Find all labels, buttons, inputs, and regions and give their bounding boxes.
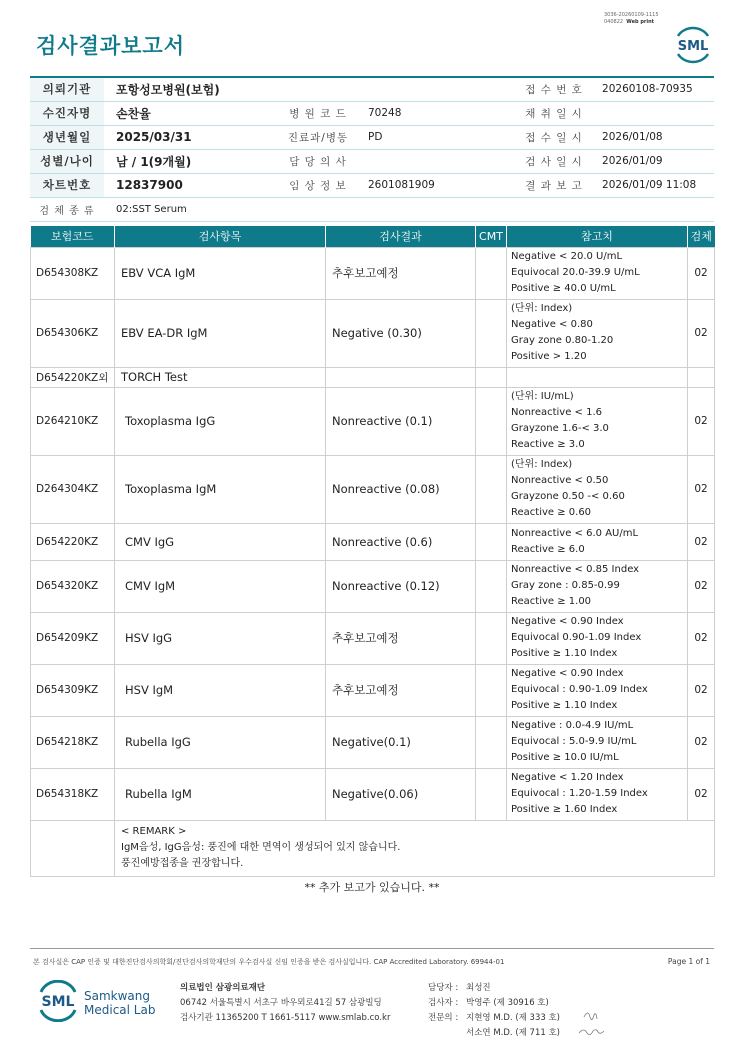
reference-line: Equivocal 0.90-1.09 Index (511, 632, 642, 643)
reference-line: Equivocal : 5.0-9.9 IU/mL (511, 736, 637, 747)
test-item-cell: HSV IgG (115, 612, 326, 664)
results-body (31, 247, 715, 876)
requester-label: 의뢰기관 (30, 77, 104, 101)
reference-line: Gray zone : 0.85-0.99 (511, 580, 620, 591)
reference-line: Positive ≥ 1.60 Index (511, 804, 618, 815)
hospital-code-value: 70248 (356, 101, 518, 125)
chart-label: 차트번호 (30, 173, 104, 197)
brand-line2: Medical Lab (84, 1003, 156, 1017)
result-row (31, 716, 715, 768)
result-cell: 추후보고예정 (326, 664, 476, 716)
remark-row (31, 820, 715, 876)
staff-info (428, 981, 560, 1041)
result-cell: Nonreactive (0.12) (326, 560, 476, 612)
reference-line: Reactive ≥ 3.0 (511, 439, 585, 450)
test-date-value: 2026/01/09 (590, 149, 714, 173)
result-row (31, 612, 715, 664)
reference-line: Nonreactive < 1.6 (511, 407, 603, 418)
specimen-cell: 02 (688, 523, 715, 560)
reference-line: Nonreactive < 6.0 AU/mL (511, 527, 639, 539)
result-row (31, 768, 715, 820)
birth-label: 생년월일 (30, 125, 104, 149)
staff-row (428, 1026, 560, 1041)
specimen-cell: 02 (688, 716, 715, 768)
org-name: 의료법인 삼광의료재단 (180, 983, 266, 993)
staff-role: 담당자 : (428, 983, 459, 993)
cmt-cell (476, 716, 507, 768)
test-item-cell: EBV EA-DR IgM (115, 299, 326, 367)
specimen-cell: 02 (688, 247, 715, 299)
reference-cell (507, 664, 688, 716)
reference-line: Negative : 0.0-4.9 IU/mL (511, 720, 634, 731)
org-contact: 검사기관 11365200 T 1661-5117 www.smlab.co.kr (180, 1013, 391, 1023)
col-cmt-header: CMT (476, 226, 507, 247)
remark-line: < REMARK > (121, 826, 187, 837)
reference-line: Positive ≥ 1.10 Index (511, 648, 618, 659)
info-row (30, 173, 714, 197)
specimen-cell: 02 (688, 560, 715, 612)
test-item-cell: HSV IgM (115, 664, 326, 716)
info-row (30, 197, 714, 221)
result-row (31, 387, 715, 455)
report-label: 결 과 보 고 (518, 173, 590, 197)
specimen-cell: 02 (688, 299, 715, 367)
info-row (30, 77, 714, 101)
reference-line: Reactive ≥ 6.0 (511, 543, 585, 555)
result-row (31, 664, 715, 716)
reference-line: Negative < 0.90 Index (511, 616, 624, 627)
test-date-label: 검 사 일 시 (518, 149, 590, 173)
code-cell: D264210KZ (31, 387, 115, 455)
cmt-cell (476, 367, 507, 387)
reference-line: Gray zone 0.80-1.20 (511, 335, 614, 346)
name-value: 손찬율 (104, 101, 280, 125)
cmt-cell (476, 523, 507, 560)
dept-value: PD (356, 125, 518, 149)
dept-label: 진료과/병동 (280, 125, 356, 149)
chart-value: 12837900 (104, 173, 280, 197)
result-cell: Negative (0.30) (326, 299, 476, 367)
cmt-cell (476, 299, 507, 367)
reference-line: Equivocal : 1.20-1.59 Index (511, 788, 648, 799)
result-cell: Negative(0.1) (326, 716, 476, 768)
remark-line: IgM음성, IgG음성: 풍진에 대한 면역이 생성되어 있지 않습니다. (121, 842, 401, 853)
results-table (30, 226, 715, 877)
requester-value: 포항성모병원(보험) (104, 77, 518, 101)
test-item-cell: CMV IgM (115, 560, 326, 612)
staff-row (428, 996, 560, 1011)
staff-name: 최성진 (466, 983, 491, 993)
reference-cell (507, 523, 688, 560)
info-row (30, 149, 714, 173)
footer-logo-text: SML (41, 994, 75, 1010)
test-item-cell: Toxoplasma IgM (115, 455, 326, 523)
logo-arc-bottom (678, 54, 708, 62)
page-title: 검사결과보고서 (36, 34, 186, 58)
reference-cell (507, 247, 688, 299)
result-row (31, 299, 715, 367)
receipt-date-value: 2026/01/08 (590, 125, 714, 149)
code-cell: D654318KZ (31, 768, 115, 820)
footer-sml-logo (36, 980, 80, 1022)
col-result-header: 검사결과 (326, 226, 476, 247)
test-item-cell: TORCH Test (115, 367, 326, 387)
footer-divider (30, 948, 714, 949)
reference-line: Nonreactive < 0.50 (511, 475, 609, 486)
staff-name: 서소연 M.D. (제 711 호) (466, 1028, 561, 1038)
reference-cell (507, 560, 688, 612)
additional-report-notice: ** 추가 보고가 있습니다. ** (304, 881, 440, 894)
cmt-cell (476, 247, 507, 299)
footer-logo-arc-bottom (41, 1010, 75, 1021)
staff-name: 박영주 (제 30916 호) (466, 998, 549, 1008)
brand-line1: Samkwang (84, 989, 150, 1003)
col-item-header: 검사항목 (115, 226, 326, 247)
sex-age-value: 남 / 1(9개월) (104, 149, 280, 173)
col-code-header: 보험코드 (31, 226, 115, 247)
staff-name: 지현영 M.D. (제 333 호) (466, 1013, 561, 1023)
receipt-no-label: 접 수 번 호 (518, 77, 590, 101)
code-cell: D654309KZ (31, 664, 115, 716)
code-cell: D654306KZ (31, 299, 115, 367)
result-cell: 추후보고예정 (326, 612, 476, 664)
result-row (31, 455, 715, 523)
staff-row (428, 1011, 560, 1026)
reference-line: Equivocal : 0.90-1.09 Index (511, 684, 648, 695)
info-row (30, 101, 714, 125)
cmt-cell (476, 560, 507, 612)
footer-logo-arc-top (41, 981, 75, 992)
reference-line: Positive ≥ 1.10 Index (511, 700, 618, 711)
col-ref-header: 참고치 (507, 226, 688, 247)
report-value: 2026/01/09 11:08 (590, 173, 714, 197)
cmt-cell (476, 612, 507, 664)
remark-blank-cell (31, 820, 115, 876)
clinical-label: 임 상 정 보 (280, 173, 356, 197)
result-row (31, 523, 715, 560)
test-item-cell: Rubella IgM (115, 768, 326, 820)
reference-line: Reactive ≥ 1.00 (511, 596, 592, 607)
reference-line: (단위: Index) (511, 303, 573, 314)
test-item-cell: Toxoplasma IgG (115, 387, 326, 455)
staff-role: 검사자 : (428, 998, 459, 1008)
cmt-cell (476, 768, 507, 820)
reference-line: Negative < 0.90 Index (511, 668, 624, 679)
reference-line: (단위: Index) (511, 459, 573, 470)
birth-value: 2025/03/31 (104, 125, 280, 149)
footer-brand (84, 989, 155, 1017)
patient-info-table (30, 76, 714, 222)
signature-stroke-2 (579, 1030, 604, 1035)
result-cell: Nonreactive (0.1) (326, 387, 476, 455)
reference-cell (507, 612, 688, 664)
reference-line: Reactive ≥ 0.60 (511, 507, 592, 518)
doctor-label: 담 당 의 사 (280, 149, 356, 173)
receipt-date-label: 접 수 일 시 (518, 125, 590, 149)
ref-code-line1: 3036-20260109-1115 (604, 12, 659, 18)
sample-value: 02:SST Serum (104, 197, 714, 221)
reference-line: (단위: IU/mL) (511, 391, 574, 402)
name-label: 수진자명 (30, 101, 104, 125)
remark-line: 풍진예방접종을 권장합니다. (121, 858, 244, 869)
result-row (31, 560, 715, 612)
code-cell: D654209KZ (31, 612, 115, 664)
remark-cell (115, 820, 715, 876)
specimen-cell: 02 (688, 387, 715, 455)
reference-cell (507, 367, 688, 387)
info-row (30, 125, 714, 149)
specimen-cell: 02 (688, 455, 715, 523)
results-header-row (31, 226, 715, 247)
doctor-value (356, 149, 518, 173)
org-address: 06742 서울특별시 서초구 바우뫼로41길 57 삼광빌딩 (180, 998, 382, 1008)
staff-role: 전문의 : (428, 1013, 459, 1023)
staff-row (428, 981, 560, 996)
code-cell: D654218KZ (31, 716, 115, 768)
ref-code-number: 040822 (604, 19, 624, 25)
reference-line: Positive ≥ 40.0 U/mL (511, 283, 616, 294)
specimen-cell (688, 367, 715, 387)
reference-line: Equivocal 20.0-39.9 U/mL (511, 267, 640, 278)
page-number: Page 1 of 1 (667, 957, 710, 966)
collect-date-label: 채 취 일 시 (518, 101, 590, 125)
reference-cell (507, 299, 688, 367)
cmt-cell (476, 455, 507, 523)
col-spec-header: 검체 (688, 226, 715, 247)
specimen-cell: 02 (688, 768, 715, 820)
cmt-cell (476, 664, 507, 716)
result-cell: 추후보고예정 (326, 247, 476, 299)
reference-line: Positive > 1.20 (511, 351, 587, 362)
receipt-no-value: 20260108-70935 (590, 77, 714, 101)
code-cell: D654220KZ (31, 523, 115, 560)
code-cell: D654308KZ (31, 247, 115, 299)
code-cell: D654320KZ (31, 560, 115, 612)
result-cell: Negative(0.06) (326, 768, 476, 820)
result-cell: Nonreactive (0.08) (326, 455, 476, 523)
logo-arc-top (678, 28, 708, 36)
test-item-cell: EBV VCA IgM (115, 247, 326, 299)
reference-line: Positive ≥ 10.0 IU/mL (511, 752, 619, 763)
test-item-cell: CMV IgG (115, 523, 326, 560)
print-mode: Web print (626, 19, 655, 25)
reference-line: Nonreactive < 0.85 Index (511, 564, 640, 575)
signature-stroke-1 (584, 1013, 597, 1020)
logo-text: SML (677, 39, 709, 54)
reference-line: Grayzone 1.6-< 3.0 (511, 423, 609, 434)
test-item-cell: Rubella IgG (115, 716, 326, 768)
reference-cell (507, 455, 688, 523)
reference-line: Negative < 0.80 (511, 319, 593, 330)
organization-info (180, 981, 390, 1026)
result-cell (326, 367, 476, 387)
specimen-cell: 02 (688, 664, 715, 716)
accreditation-note: 본 검사실은 CAP 인증 및 대한진단검사의학회/진단검사의학재단의 우수검사실 신임 인증을 받은 검사실입니다. CAP Accredited Laboratory. 69944-01 (33, 958, 505, 966)
reference-line: Negative < 1.20 Index (511, 772, 624, 783)
collect-date-value (590, 101, 714, 125)
result-cell: Nonreactive (0.6) (326, 523, 476, 560)
sex-age-label: 성별/나이 (30, 149, 104, 173)
specimen-cell: 02 (688, 612, 715, 664)
reference-cell (507, 716, 688, 768)
code-cell: D654220KZ외 (31, 367, 115, 387)
reference-line: Grayzone 0.50 -< 0.60 (511, 491, 625, 502)
report-reference-code (604, 12, 659, 26)
result-row (31, 247, 715, 299)
sml-logo (672, 25, 714, 65)
reference-line: Negative < 20.0 U/mL (511, 251, 623, 262)
reference-cell (507, 387, 688, 455)
sample-label: 검 체 종 류 (30, 197, 104, 221)
clinical-value: 2601081909 (356, 173, 518, 197)
result-row (31, 367, 715, 387)
reference-cell (507, 768, 688, 820)
cmt-cell (476, 387, 507, 455)
signature-image (576, 1007, 608, 1041)
code-cell: D264304KZ (31, 455, 115, 523)
hospital-code-label: 병 원 코 드 (280, 101, 356, 125)
ref-code-line2 (604, 19, 659, 26)
